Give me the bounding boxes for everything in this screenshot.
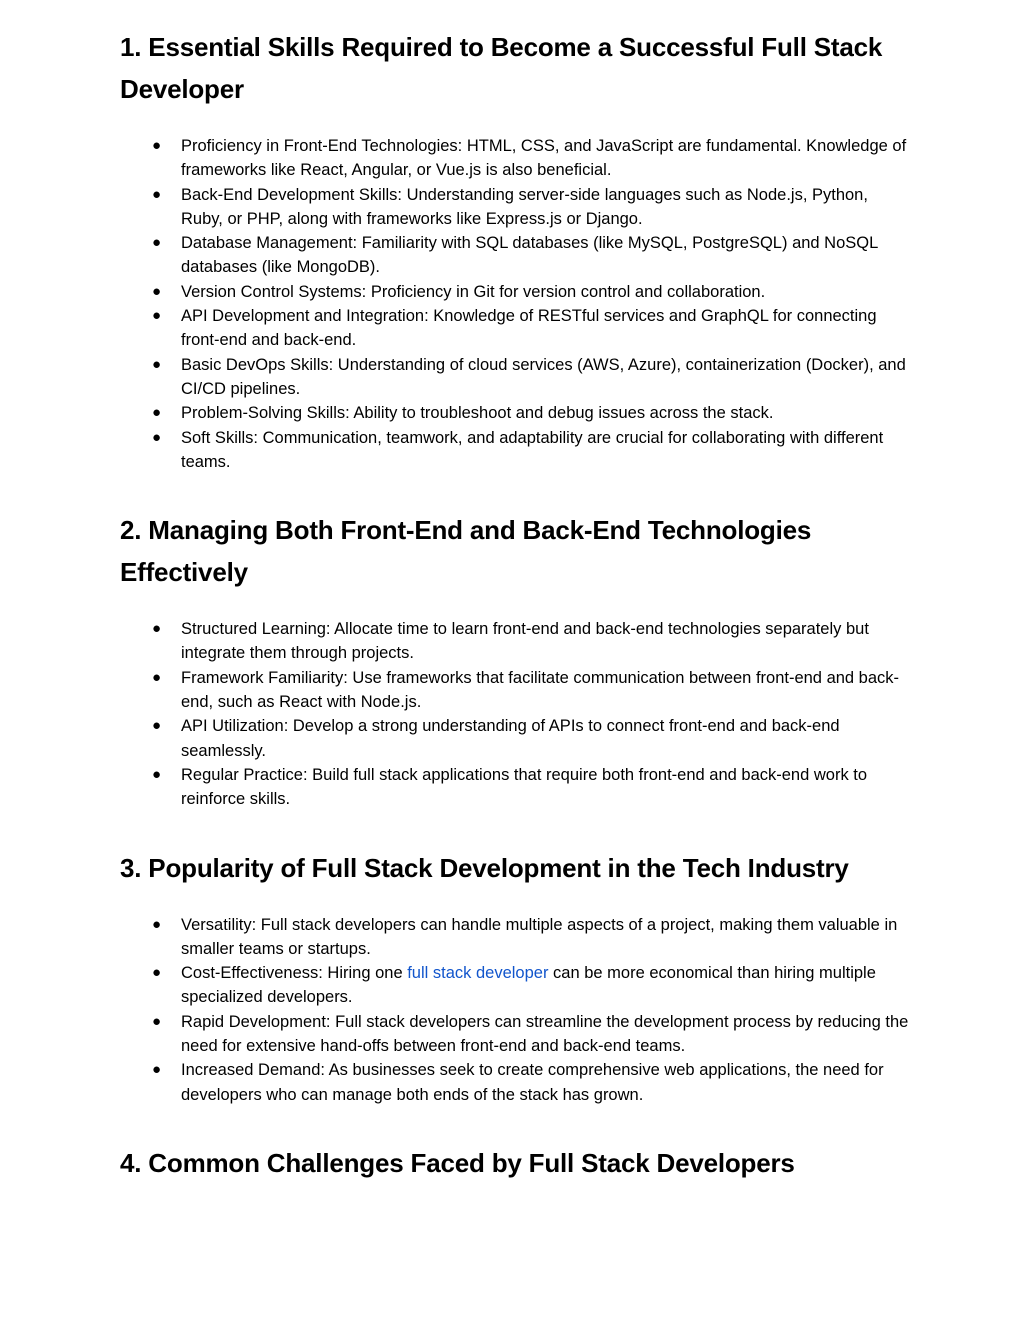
bullet-icon: ●: [152, 234, 162, 252]
bullet-icon: ●: [152, 355, 162, 373]
list-item: [120, 183, 910, 232]
list-item-text: Basic DevOps Skills: Understanding of cloud services (AWS, Azure), containerization (Docker), and CI/CD pipelines.: [181, 355, 906, 398]
list-item-text: Database Management: Familiarity with SQL databases (like MySQL, PostgreSQL) and NoSQL databases (like MongoDB).: [181, 234, 878, 277]
bullet-icon: ●: [152, 1012, 162, 1030]
bullet-icon: ●: [152, 620, 162, 638]
list-item-text-before: Cost-Effectiveness: Hiring one: [181, 964, 408, 983]
list-item-text: API Utilization: Develop a strong understanding of APIs to connect front-end and back-end seamlessly.: [181, 717, 840, 760]
bullet-icon: ●: [152, 915, 162, 933]
list-item-text: Back-End Development Skills: Understanding server-side languages such as Node.js, Python, Ruby, or PHP, along with frameworks like Express.js or Django.: [181, 185, 868, 228]
bullet-icon: ●: [152, 185, 162, 203]
list-item: [120, 1058, 910, 1107]
list-item: [120, 231, 910, 280]
section-heading: 4. Common Challenges Faced by Full Stack Developers: [120, 1147, 795, 1178]
bullet-list: [120, 913, 910, 1107]
document-page: [120, 26, 910, 1184]
section-heading: 2. Managing Both Front-End and Back-End Technologies Effectively: [120, 515, 812, 588]
list-item: [120, 913, 910, 962]
bullet-list: [120, 617, 910, 811]
bullet-icon: ●: [152, 307, 162, 325]
bullet-list: [120, 134, 910, 474]
section-heading: 1. Essential Skills Required to Become a Successful Full Stack Developer: [120, 32, 883, 104]
section-essential-skills: [120, 26, 910, 474]
list-item: [120, 714, 910, 763]
list-item-text: Problem-Solving Skills: Ability to troubleshoot and debug issues across the stack.: [181, 404, 774, 423]
list-item-text-after: can be more economical than hiring multiple specialized developers.: [181, 964, 876, 1007]
list-item-text: Proficiency in Front-End Technologies: HTML, CSS, and JavaScript are fundamental. Knowledge of frameworks like React, Angular, or Vue.js is also beneficial.: [181, 137, 907, 180]
list-item: [120, 353, 910, 402]
list-item: [120, 426, 910, 475]
list-item-text: Structured Learning: Allocate time to learn front-end and back-end technologies separately but integrate them through projects.: [181, 620, 869, 663]
list-item: [120, 304, 910, 353]
full-stack-developer-link[interactable]: full stack developer: [407, 964, 549, 983]
list-item: [120, 666, 910, 715]
list-item: [120, 617, 910, 666]
bullet-icon: ●: [152, 137, 162, 154]
list-item-text: Regular Practice: Build full stack applications that require both front-end and back-end work to reinforce skills.: [181, 765, 868, 809]
list-item: [120, 134, 910, 183]
section-common-challenges: [120, 1142, 910, 1184]
bullet-icon: ●: [152, 964, 162, 982]
list-item: [120, 961, 910, 1010]
bullet-icon: ●: [152, 404, 162, 422]
list-item-text: Rapid Development: Full stack developers can streamline the development process by reducing the need for extensive hand-offs between front-end and back-end teams.: [181, 1012, 909, 1056]
list-item-text: Version Control Systems: Proficiency in Git for version control and collaboration.: [181, 282, 766, 301]
bullet-icon: ●: [152, 717, 162, 735]
bullet-icon: ●: [152, 428, 162, 446]
list-item: [120, 1010, 910, 1059]
bullet-icon: ●: [152, 282, 162, 300]
section-popularity: [120, 847, 910, 1107]
list-item-text: Framework Familiarity: Use frameworks that facilitate communication between front-end and back-end, such as React with Node.js.: [181, 668, 900, 712]
bullet-icon: ●: [152, 765, 162, 783]
bullet-icon: ●: [152, 1061, 162, 1079]
list-item-text: Versatility: Full stack developers can handle multiple aspects of a project, making them valuable in smaller teams or startups.: [181, 915, 898, 958]
list-item: [120, 280, 910, 304]
bullet-icon: ●: [152, 668, 162, 686]
list-item-text: Soft Skills: Communication, teamwork, and adaptability are crucial for collaborating with different teams.: [181, 428, 884, 471]
section-heading: 3. Popularity of Full Stack Development in the Tech Industry: [120, 852, 849, 883]
list-item: [120, 763, 910, 812]
list-item: [120, 401, 910, 425]
list-item-text: Increased Demand: As businesses seek to create comprehensive web applications, the need for developers who can manage both ends of the stack has grown.: [181, 1061, 884, 1104]
section-managing-technologies: [120, 509, 910, 811]
list-item-text: API Development and Integration: Knowledge of RESTful services and GraphQL for connecting front-end and back-end.: [181, 307, 877, 350]
